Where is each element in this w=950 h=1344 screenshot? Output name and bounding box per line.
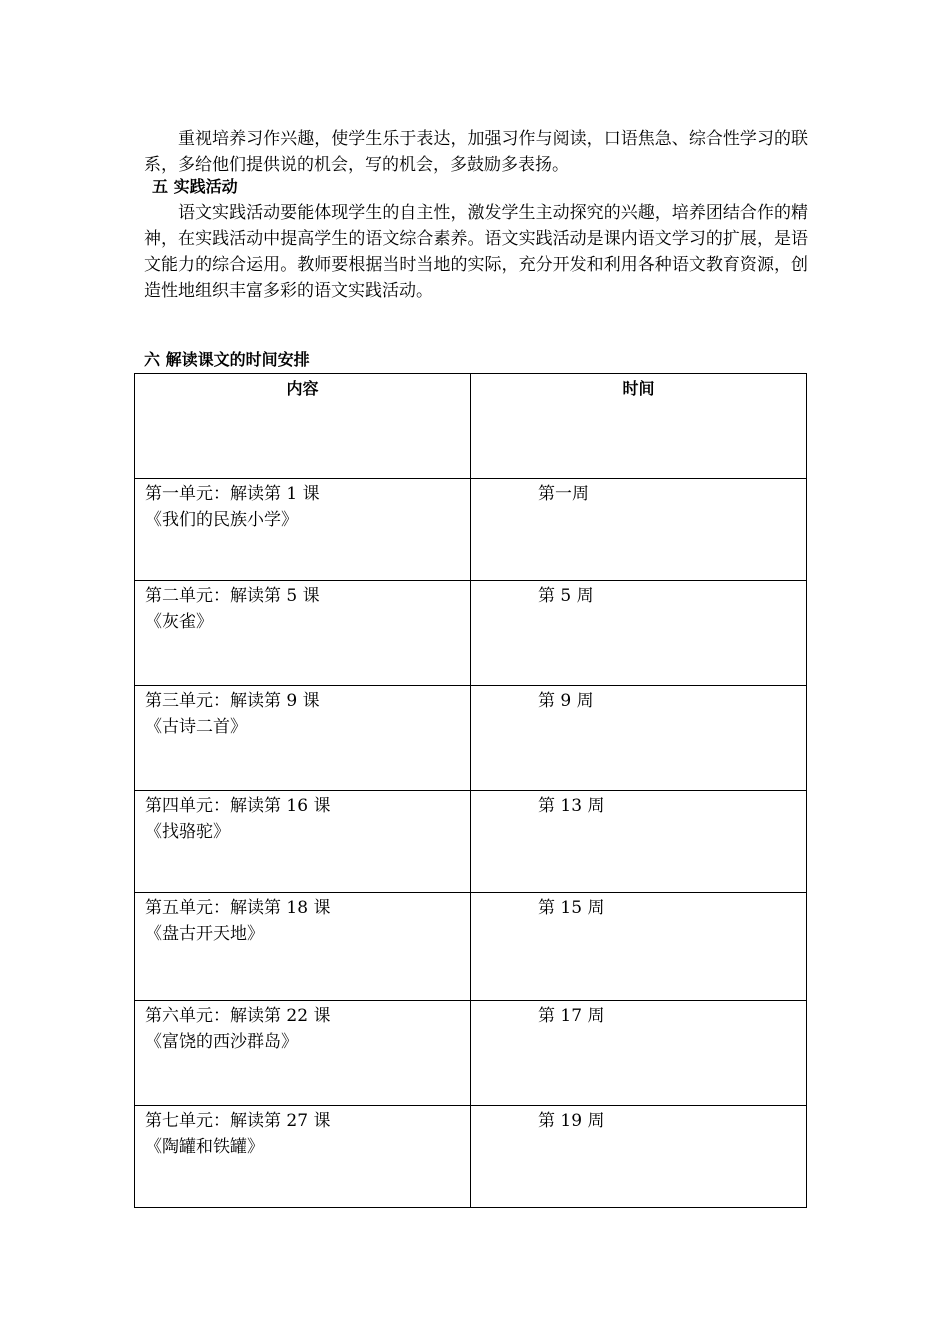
week-label: 第 17 周: [538, 1006, 605, 1026]
week-label: 第 5 周: [538, 586, 594, 606]
content-cell: [135, 479, 471, 581]
section-heading-schedule: 六 解读课文的时间安排: [144, 350, 310, 369]
header-cell-content: [135, 374, 471, 479]
content-cell: [135, 791, 471, 893]
unit-label: 第五单元：解读第 18 课: [145, 898, 331, 918]
lesson-title: 《盘古开天地》: [145, 924, 264, 944]
content-cell: [135, 686, 471, 791]
content-cell: [135, 1001, 471, 1106]
unit-label: 第七单元：解读第 27 课: [145, 1111, 331, 1131]
time-cell: [471, 581, 807, 686]
unit-label: 第一单元：解读第 1 课: [145, 484, 320, 504]
lesson-title: 《灰雀》: [145, 612, 213, 632]
table-row: [135, 791, 807, 893]
header-content-label: 内容: [286, 379, 319, 398]
time-cell: [471, 791, 807, 893]
time-cell: [471, 893, 807, 1001]
content-cell: [135, 1106, 471, 1208]
unit-label: 第三单元：解读第 9 课: [145, 691, 320, 711]
content-cell: [135, 581, 471, 686]
unit-label: 第四单元：解读第 16 课: [145, 796, 331, 816]
header-cell-time: [471, 374, 807, 479]
week-label: 第 19 周: [538, 1111, 605, 1131]
time-cell: [471, 1001, 807, 1106]
section-heading-practice-activities: 五 实践活动: [152, 177, 238, 196]
table-row: [135, 1106, 807, 1208]
unit-label: 第二单元：解读第 5 课: [145, 586, 320, 606]
table-row: [135, 686, 807, 791]
week-label: 第 15 周: [538, 898, 605, 918]
schedule-table: [134, 373, 807, 1208]
week-label: 第 9 周: [538, 691, 594, 711]
lesson-title: 《陶罐和铁罐》: [145, 1137, 264, 1157]
unit-label: 第六单元：解读第 22 课: [145, 1006, 331, 1026]
time-cell: [471, 479, 807, 581]
paragraph-practice-activities: 语文实践活动要能体现学生的自主性，激发学生主动探究的兴趣，培养团结合作的精神，在实践活动中提高学生的语文综合素养。语文实践活动是课内语文学习的扩展，是语文能力的综合运用。教师要根据当时当地的实际，充分开发和利用各种语文教育资源，创造性地组织丰富多彩的语文实践活动。: [144, 203, 808, 301]
week-label: 第一周: [538, 484, 589, 504]
table-row: [135, 479, 807, 581]
table-row: [135, 581, 807, 686]
time-cell: [471, 686, 807, 791]
table-row: [135, 1001, 807, 1106]
time-cell: [471, 1106, 807, 1208]
lesson-title: 《古诗二首》: [145, 717, 247, 737]
table-row: [135, 893, 807, 1001]
lesson-title: 《找骆驼》: [145, 822, 230, 842]
lesson-title: 《我们的民族小学》: [145, 510, 298, 530]
header-time-label: 时间: [622, 379, 655, 398]
week-label: 第 13 周: [538, 796, 605, 816]
lesson-title: 《富饶的西沙群岛》: [145, 1032, 298, 1052]
paragraph-writing-interest: 重视培养习作兴趣，使学生乐于表达，加强习作与阅读，口语焦急、综合性学习的联系，多给他们提供说的机会，写的机会，多鼓励多表扬。: [144, 129, 808, 175]
table-header-row: [135, 374, 807, 479]
content-cell: [135, 893, 471, 1001]
